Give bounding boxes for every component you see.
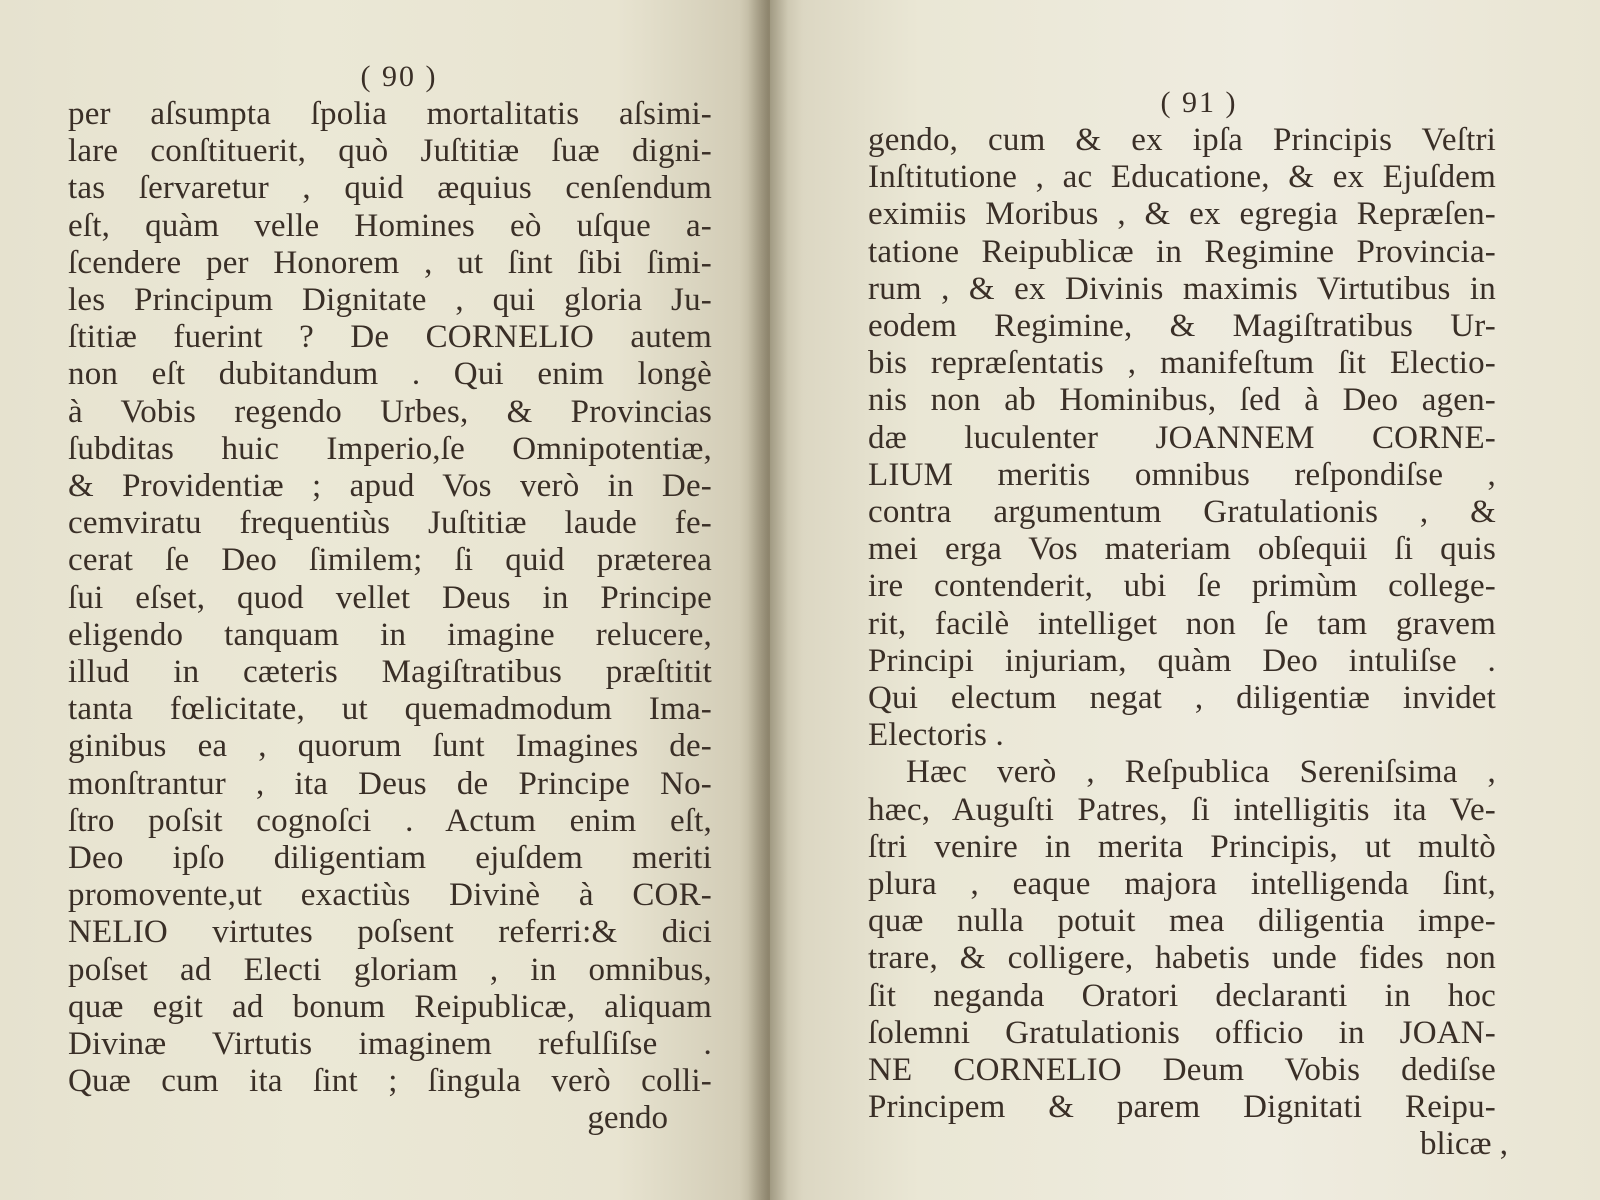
text-line: eligendo tanquam in imagine relucere, [68,616,712,653]
text-line: Inſtitutione , ac Educatione, & ex Ejuſdem [868,159,1496,196]
text-line: gendo, cum & ex ipſa Principis Veſtri [868,122,1496,158]
text-line: NE CORNELIO Deum Vobis dediſse [868,1052,1496,1089]
text-line: dæ luculenter JOANNEM CORNE- [868,419,1496,456]
text-line: cerat ſe Deo ſimilem; ſi quid præterea [68,542,712,579]
text-line: Principi injuriam, quàm Deo intuliſse . [868,642,1496,679]
text-line: illud in cæteris Magiſtratibus præſtitit [68,654,712,691]
page-number-right: ( 91 ) [1160,86,1238,119]
left-page [0,0,770,1200]
text-line: ſtro poſsit cognoſci . Actum enim eſt, [68,802,712,839]
text-line: ſcendere per Honorem , ut ſint ſibi ſimi- [68,244,712,281]
text-line: ire contenderit, ubi ſe primùm college- [868,568,1496,605]
right-page-text [868,122,1530,1126]
text-line: LIUM meritis omnibus reſpondiſse , [868,456,1496,493]
text-line: Divinæ Virtutis imaginem refulſiſse . [68,1026,712,1063]
text-line: Hæc verò , Reſpublica Sereniſsima , [906,754,1496,791]
text-line: rit, facilè intelliget non ſe tam gravem [868,605,1496,642]
text-line: trare, & colligere, habetis unde fides non [868,940,1496,977]
page-number-left: ( 90 ) [360,60,438,93]
text-line: NELIO virtutes poſsent referri:& dici [68,914,712,951]
text-line: plura , eaque majora intelligenda ſint, [868,866,1496,903]
text-line: Electoris . [868,717,1004,754]
text-line: lare conſtituerit, quò Juſtitiæ ſuæ digni- [68,133,712,170]
text-line: ſtitiæ fuerint ? De CORNELIO autem [68,319,712,356]
text-line: & Providentiæ ; apud Vos verò in De- [68,468,712,505]
text-line: à Vobis regendo Urbes, & Provincias [68,393,712,430]
text-line: mei erga Vos materiam obſequii ſi quis [868,531,1496,568]
text-line: cemviratu frequentiùs Juſtitiæ laude fe- [68,505,712,542]
text-line: non eſt dubitandum . Qui enim longè [68,356,712,393]
text-line: ſit neganda Oratori declaranti in hoc [868,977,1496,1014]
right-page [770,0,1600,1200]
text-line: poſset ad Electi gloriam , in omnibus, [68,951,712,988]
text-line: Quæ cum ita ſint ; ſingula verò colli- [68,1063,712,1100]
text-line: Qui electum negat , diligentiæ invidet [868,680,1496,717]
text-line: eodem Regimine, & Magiſtratibus Ur- [868,308,1496,345]
text-line: tatione Reipublicæ in Regimine Provincia- [868,233,1496,270]
text-line: rum , & ex Divinis maximis Virtutibus in [868,270,1496,307]
text-line: ſui eſset, quod vellet Deus in Principe [68,579,712,616]
text-line: eſt, quàm velle Homines eò uſque a- [68,207,712,244]
text-line: quæ nulla potuit mea diligentia impe- [868,903,1496,940]
text-line: tanta fœlicitate, ut quemadmodum Ima- [68,691,712,728]
text-line: bis repræſentatis , manifeſtum ſit Electio- [868,345,1496,382]
text-line: tas ſervaretur , quid æquius cenſendum [68,170,712,207]
text-line: Deo ipſo diligentiam ejuſdem meriti [68,840,712,877]
text-line: nis non ab Hominibus, ſed à Deo agen- [868,382,1496,419]
catchword-left: gendo [587,1100,668,1137]
text-line: quæ egit ad bonum Reipublicæ, aliquam [68,988,712,1025]
text-line: per aſsumpta ſpolia mortalitatis aſsimi- [68,96,712,132]
text-line: eximiis Moribus , & ex egregia Repræſen- [868,196,1496,233]
catchword-right: blicæ , [1420,1126,1508,1163]
text-line: les Principum Dignitate , qui gloria Ju- [68,282,712,319]
text-line: Principem & parem Dignitati Reipu- [868,1089,1496,1126]
left-page-text [68,96,710,1100]
text-line: contra argumentum Gratulationis , & [868,494,1496,531]
text-line: hæc, Auguſti Patres, ſi intelligitis ita Ve- [868,791,1496,828]
text-line: monſtrantur , ita Deus de Principe No- [68,765,712,802]
text-line: ſolemni Gratulationis officio in JOAN- [868,1014,1496,1051]
text-line: ſubditas huic Imperio,ſe Omnipotentiæ, [68,430,712,467]
text-line: ſtri venire in merita Principis, ut multò [868,828,1496,865]
text-line: ginibus ea , quorum ſunt Imagines de- [68,728,712,765]
text-line: promovente,ut exactiùs Divinè à COR- [68,877,712,914]
